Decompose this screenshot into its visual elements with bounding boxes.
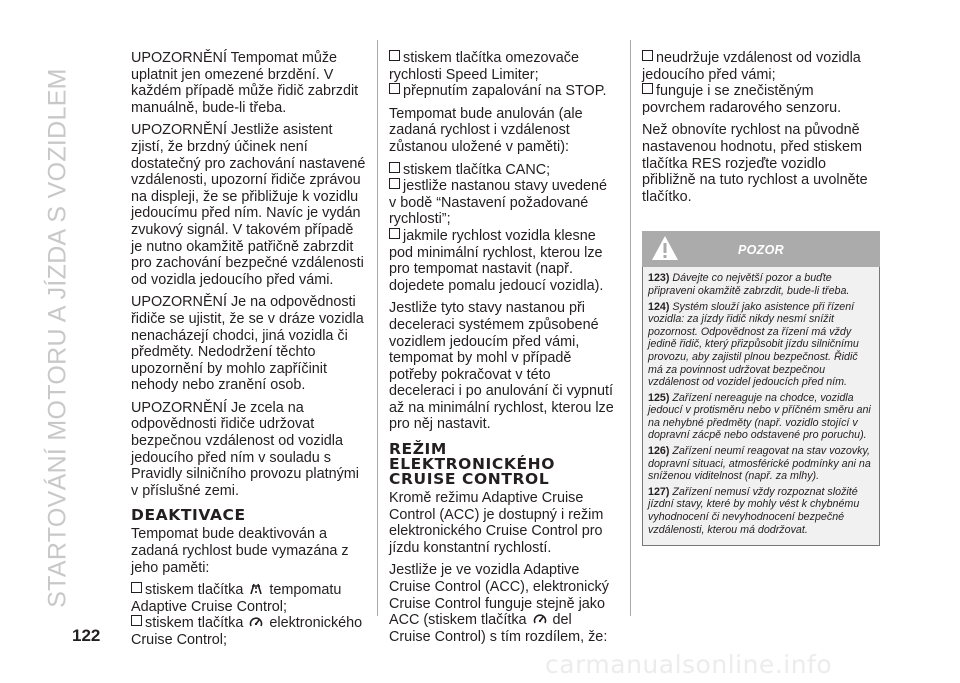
bullet-text: přepnutím zapalování na STOP. xyxy=(403,83,607,100)
bullet-box-icon xyxy=(389,83,400,94)
cruise-button-icon xyxy=(249,616,263,628)
watermark: carmanualsonline.info xyxy=(545,650,833,679)
bullet-item xyxy=(389,50,617,83)
warning-title: POZOR xyxy=(738,243,784,258)
bullet-box-icon xyxy=(131,615,142,626)
bullet-item xyxy=(389,83,617,100)
column-divider xyxy=(630,40,631,616)
bullet-item xyxy=(131,582,367,615)
bullet-box-icon xyxy=(389,178,400,189)
bullet-text: stiskem tlačítka omezovače rychlosti Speed Limiter; xyxy=(389,50,579,83)
bullet-text: jestliže nastanou stavy uvedené v bodě “Nastavení požadované rychlosti”; xyxy=(389,178,607,228)
warning-paragraph: UPOZORNĚNÍ Jestliže asistent zjistí, že brzdný účinek není dostatečný pro zachování nastavené vzdálenosti, upozorní řidiče zprávou na displeji, že se přibližuje k vozidlu jedoucímu před ním. Navíc je vydán zvukový signál. V takovém případě je nutno okamžitě patřičně zabrzdit pro zachování bezpečné vzdálenosti od vozidla jedoucího před vámi. xyxy=(131,122,366,288)
bullet-item xyxy=(389,228,617,294)
cruise-button-icon xyxy=(533,613,547,625)
heading-line: CRUISE CONTROL xyxy=(389,470,550,489)
bullet-text: tempomatu Adaptive Cruise Control; xyxy=(131,582,342,615)
heading-line: ELEKTRONICKÉHO xyxy=(389,455,556,474)
bullet-item xyxy=(642,50,880,83)
column-3 xyxy=(642,50,880,546)
bullet-text: elektronického Cruise Control; xyxy=(131,615,363,648)
bullet-box-icon xyxy=(389,50,400,61)
warning-box xyxy=(642,267,880,546)
bullet-text: neudržuje vzdálenost od vozidla jedoucího před vámi; xyxy=(642,50,861,83)
paragraph-text: Jestliže je ve vozidla Adaptive Cruise Control (ACC), elektronický Cruise Control funguje stejně jako ACC (stiskem tlačítka xyxy=(389,562,609,629)
bullet-text: stiskem tlačítka xyxy=(145,582,244,599)
warning-paragraph: UPOZORNĚNÍ Je na odpovědnosti řidiče se ujistit, že se v dráze vozidla nenacházejí chodci, jiná vozidla či předměty. Nedodržení těchto upozornění by mohlo zapříčinit nehody nebo zranění osob. xyxy=(131,294,364,394)
bullet-item xyxy=(389,178,617,228)
warning-triangle-icon xyxy=(650,234,680,262)
bullet-box-icon xyxy=(642,83,653,94)
warning-paragraph: UPOZORNĚNÍ Tempomat může uplatnit jen omezené brzdění. V každém případě může řidič zabrzdit manuálně, bude-li třeba. xyxy=(131,50,359,116)
bullet-item xyxy=(131,615,367,648)
paragraph: Než obnovíte rychlost na původně nastavenou hodnotu, před stiskem tlačítka RES rozjeďte vozidlo přibližně na tuto rychlost a uvolněte tlačítko. xyxy=(642,122,868,205)
bullet-box-icon xyxy=(642,50,653,61)
section-heading-deaktivace: DEAKTIVACE xyxy=(131,506,246,525)
bullet-text: jakmile rychlost vozidla klesne pod minimální rychlost, kterou lze pro tempomat nastavit (např. dojedete pomalu jedoucí vozidla). xyxy=(389,227,604,294)
paragraph-text: del Cruise Control) s tím rozdílem, že: xyxy=(389,612,608,645)
warning-item: 126) Zařízení neumí reagovat na stav vozovky, dopravní situaci, atmosférické podmínky ani na sníženou viditelnost (např. za mlhy). xyxy=(648,445,871,483)
paragraph: Jestliže tyto stavy nastanou při deceleraci systémem způsobené vozidlem jedoucím před vámi, tempomat by mohl v případě potřeby pokračovat v této deceleraci i po anulování či vypnutí až na minimální rychlost, kterou lze pro něj nastavit. xyxy=(389,300,614,433)
section-heading-rezim xyxy=(389,442,617,487)
bullet-box-icon xyxy=(389,162,400,173)
bullet-item xyxy=(642,83,880,116)
heading-line: REŽIM xyxy=(389,440,447,459)
warning-paragraph: UPOZORNĚNÍ Je zcela na odpovědnosti řidiče udržovat bezpečnou vzdálenost od vozidla jedoucího před ním v souladu s Pravidly silničního provozu platnými v příslušné zemi. xyxy=(131,399,359,499)
paragraph xyxy=(389,562,617,645)
acc-button-icon xyxy=(249,583,263,595)
column-2 xyxy=(389,50,617,651)
paragraph: Tempomat bude deaktivován a zadaná rychlost bude vymazána z jeho paměti: xyxy=(131,526,349,576)
column-divider xyxy=(377,40,378,616)
warning-item: 125) Zařízení nereaguje na chodce, vozidla jedoucí v protisměru nebo v příčném směru ani na nehybné předměty (např. vozidlo stojící v dopravní zácpě nebo odstavené pro poruchu). xyxy=(648,391,871,442)
bullet-item xyxy=(389,162,617,179)
warning-item: 124) Systém slouží jako asistence při řízení vozidla: za jízdy řidič nikdy nesmí snížit pozornost. Odpovědnost za řízení má vždy jedině řidič, který přizpůsobit jízdu silničnímu provozu, aby zajistil plnou bezpečnost. Řidič má za povinnost udržovat bezpečnou vzdálenost od vozidel jedoucích před ním. xyxy=(648,300,859,389)
bullet-text: funguje i se znečistěným povrchem radarového senzoru. xyxy=(642,83,842,116)
warning-item: 123) Dávejte co největší pozor a buďte připraveni okamžitě zabrzdit, bude-li třeba. xyxy=(648,272,850,297)
warning-box-header xyxy=(642,231,880,267)
paragraph: Tempomat bude anulován (ale zadaná rychlost i vzdálenost zůstanou uložené v paměti): xyxy=(389,105,583,155)
bullet-box-icon xyxy=(389,228,400,239)
paragraph: Kromě režimu Adaptive Cruise Control (ACC) je dostupný i režim elektronického Cruise Control pro jízdu konstantní rychlostí. xyxy=(389,490,604,556)
bullet-text: stiskem tlačítka CANC; xyxy=(403,161,551,178)
side-section-title: STARTOVÁNÍ MOTORU A JÍZDA S VOZIDLEM xyxy=(43,68,72,608)
warning-item: 127) Zařízení nemusí vždy rozpoznat složité jízdní stavy, které by mohly vést k chybnému vyhodnocení či nevyhodnocení bezpečné vzdálenosti, kterou má dodržovat. xyxy=(648,485,860,536)
page-number: 122 xyxy=(72,626,101,645)
bullet-text: stiskem tlačítka xyxy=(145,615,244,632)
column-1 xyxy=(131,50,367,649)
bullet-box-icon xyxy=(131,582,142,593)
